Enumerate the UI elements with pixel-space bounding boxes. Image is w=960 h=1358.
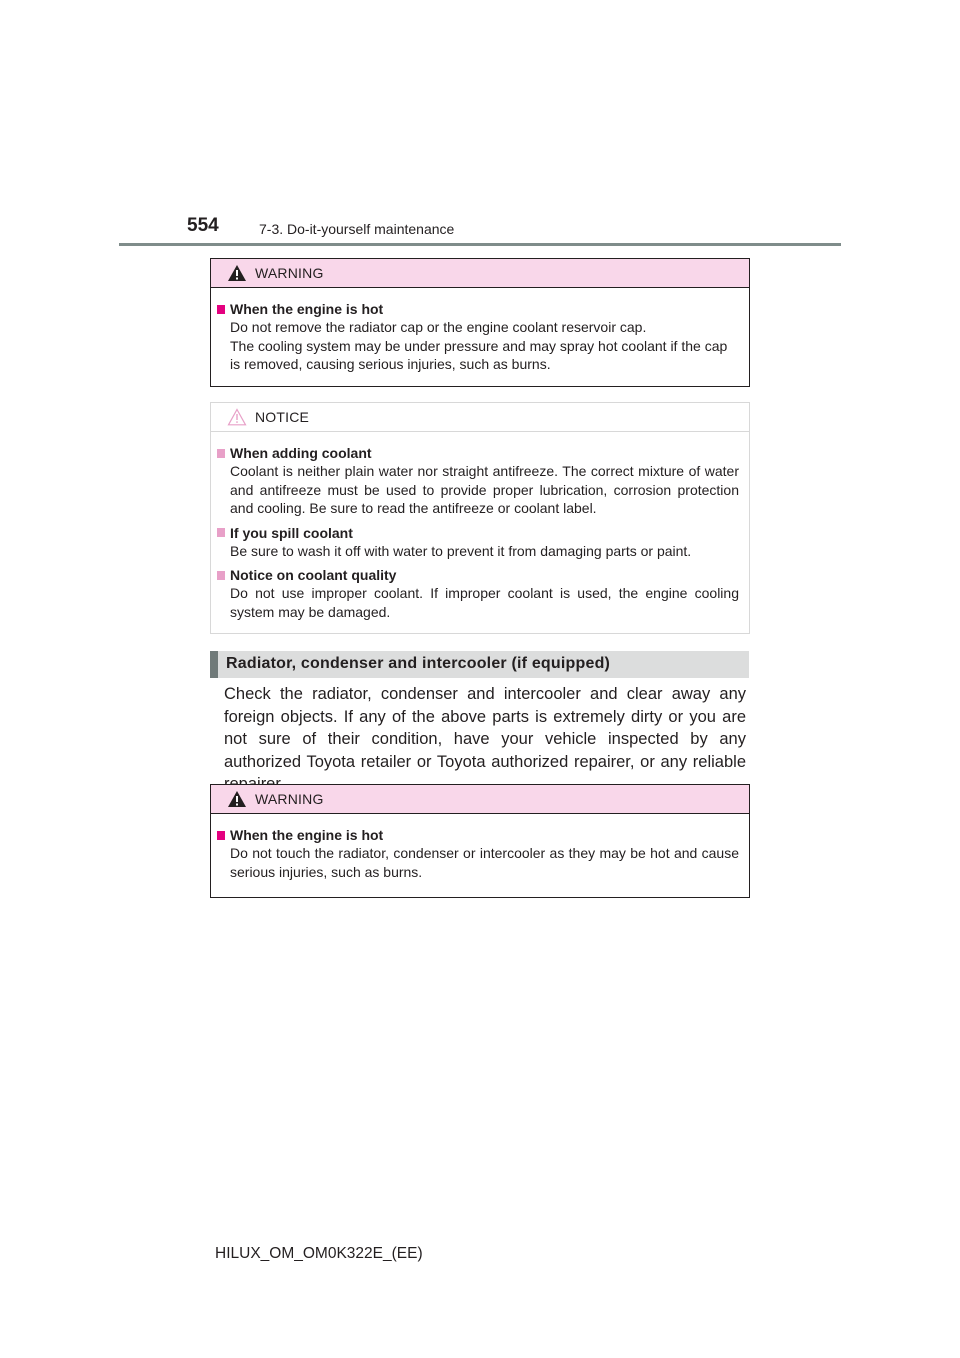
warning-box-1 — [210, 258, 750, 387]
section-body-text: Check the radiator, condenser and intercooler and clear away any foreign objects. If any of the above parts is extremely dirty or you are not sure of their condition, have your vehicle inspected by any authorized Toyota retailer or Toyota authorized repairer, or any reliable — [224, 685, 746, 771]
item-text: Do not touch the radiator, condenser or intercooler as they may be hot and cause serious injuries, such as burns. — [230, 845, 739, 880]
page-header — [0, 0, 960, 250]
warning-triangle-icon — [227, 790, 247, 808]
notice-item — [217, 524, 739, 561]
warning-item — [217, 826, 739, 881]
item-text: Coolant is neither plain water nor straight antifreeze. The correct mixture of water and antifreeze must be used to provide proper lubrication, corrosion protection and cooling. Be sure to read the antifreeze or coolant label. — [230, 463, 739, 516]
item-title: When the engine is hot — [230, 827, 384, 843]
warning-header — [211, 785, 749, 814]
warning-item — [217, 300, 739, 374]
warning-title: WARNING — [255, 265, 324, 281]
bullet-square-icon — [217, 449, 225, 458]
notice-item — [217, 444, 739, 518]
notice-box — [210, 402, 750, 634]
notice-triangle-icon — [227, 408, 247, 426]
bullet-square-icon — [217, 528, 225, 537]
document-code: HILUX_OM_OM0K322E_(EE) — [215, 1245, 423, 1262]
item-title: When the engine is hot — [230, 301, 384, 317]
section-heading — [210, 651, 749, 678]
warning-box-2 — [210, 784, 750, 898]
warning-header — [211, 259, 749, 288]
item-title: When adding coolant — [230, 445, 372, 461]
warning-triangle-icon — [227, 264, 247, 282]
header-rule — [119, 243, 841, 246]
notice-header — [211, 403, 749, 432]
chapter-title: 7-3. Do-it-yourself maintenance — [259, 221, 455, 237]
section-title: Radiator, condenser and intercooler (if equipped) — [226, 655, 611, 672]
notice-title: NOTICE — [255, 409, 310, 425]
item-text: Do not remove the radiator cap or the engine coolant reservoir cap. The cooling system may be under pressure and may spray hot coolant if the cap is removed, causing serious injuries, such as burns. — [230, 319, 728, 372]
bullet-square-icon — [217, 571, 225, 580]
item-text: Do not use improper coolant. If improper coolant is used, the engine cooling system may be damaged. — [230, 585, 739, 620]
page-number: 554 — [187, 215, 219, 236]
notice-item — [217, 566, 739, 621]
bullet-square-icon — [217, 831, 225, 840]
item-title: Notice on coolant quality — [230, 567, 397, 583]
item-title: If you spill coolant — [230, 524, 353, 541]
item-text: Be sure to wash it off with water to prevent it from damaging parts or paint. — [230, 542, 692, 559]
warning-title: WARNING — [255, 791, 324, 807]
bullet-square-icon — [217, 305, 225, 314]
